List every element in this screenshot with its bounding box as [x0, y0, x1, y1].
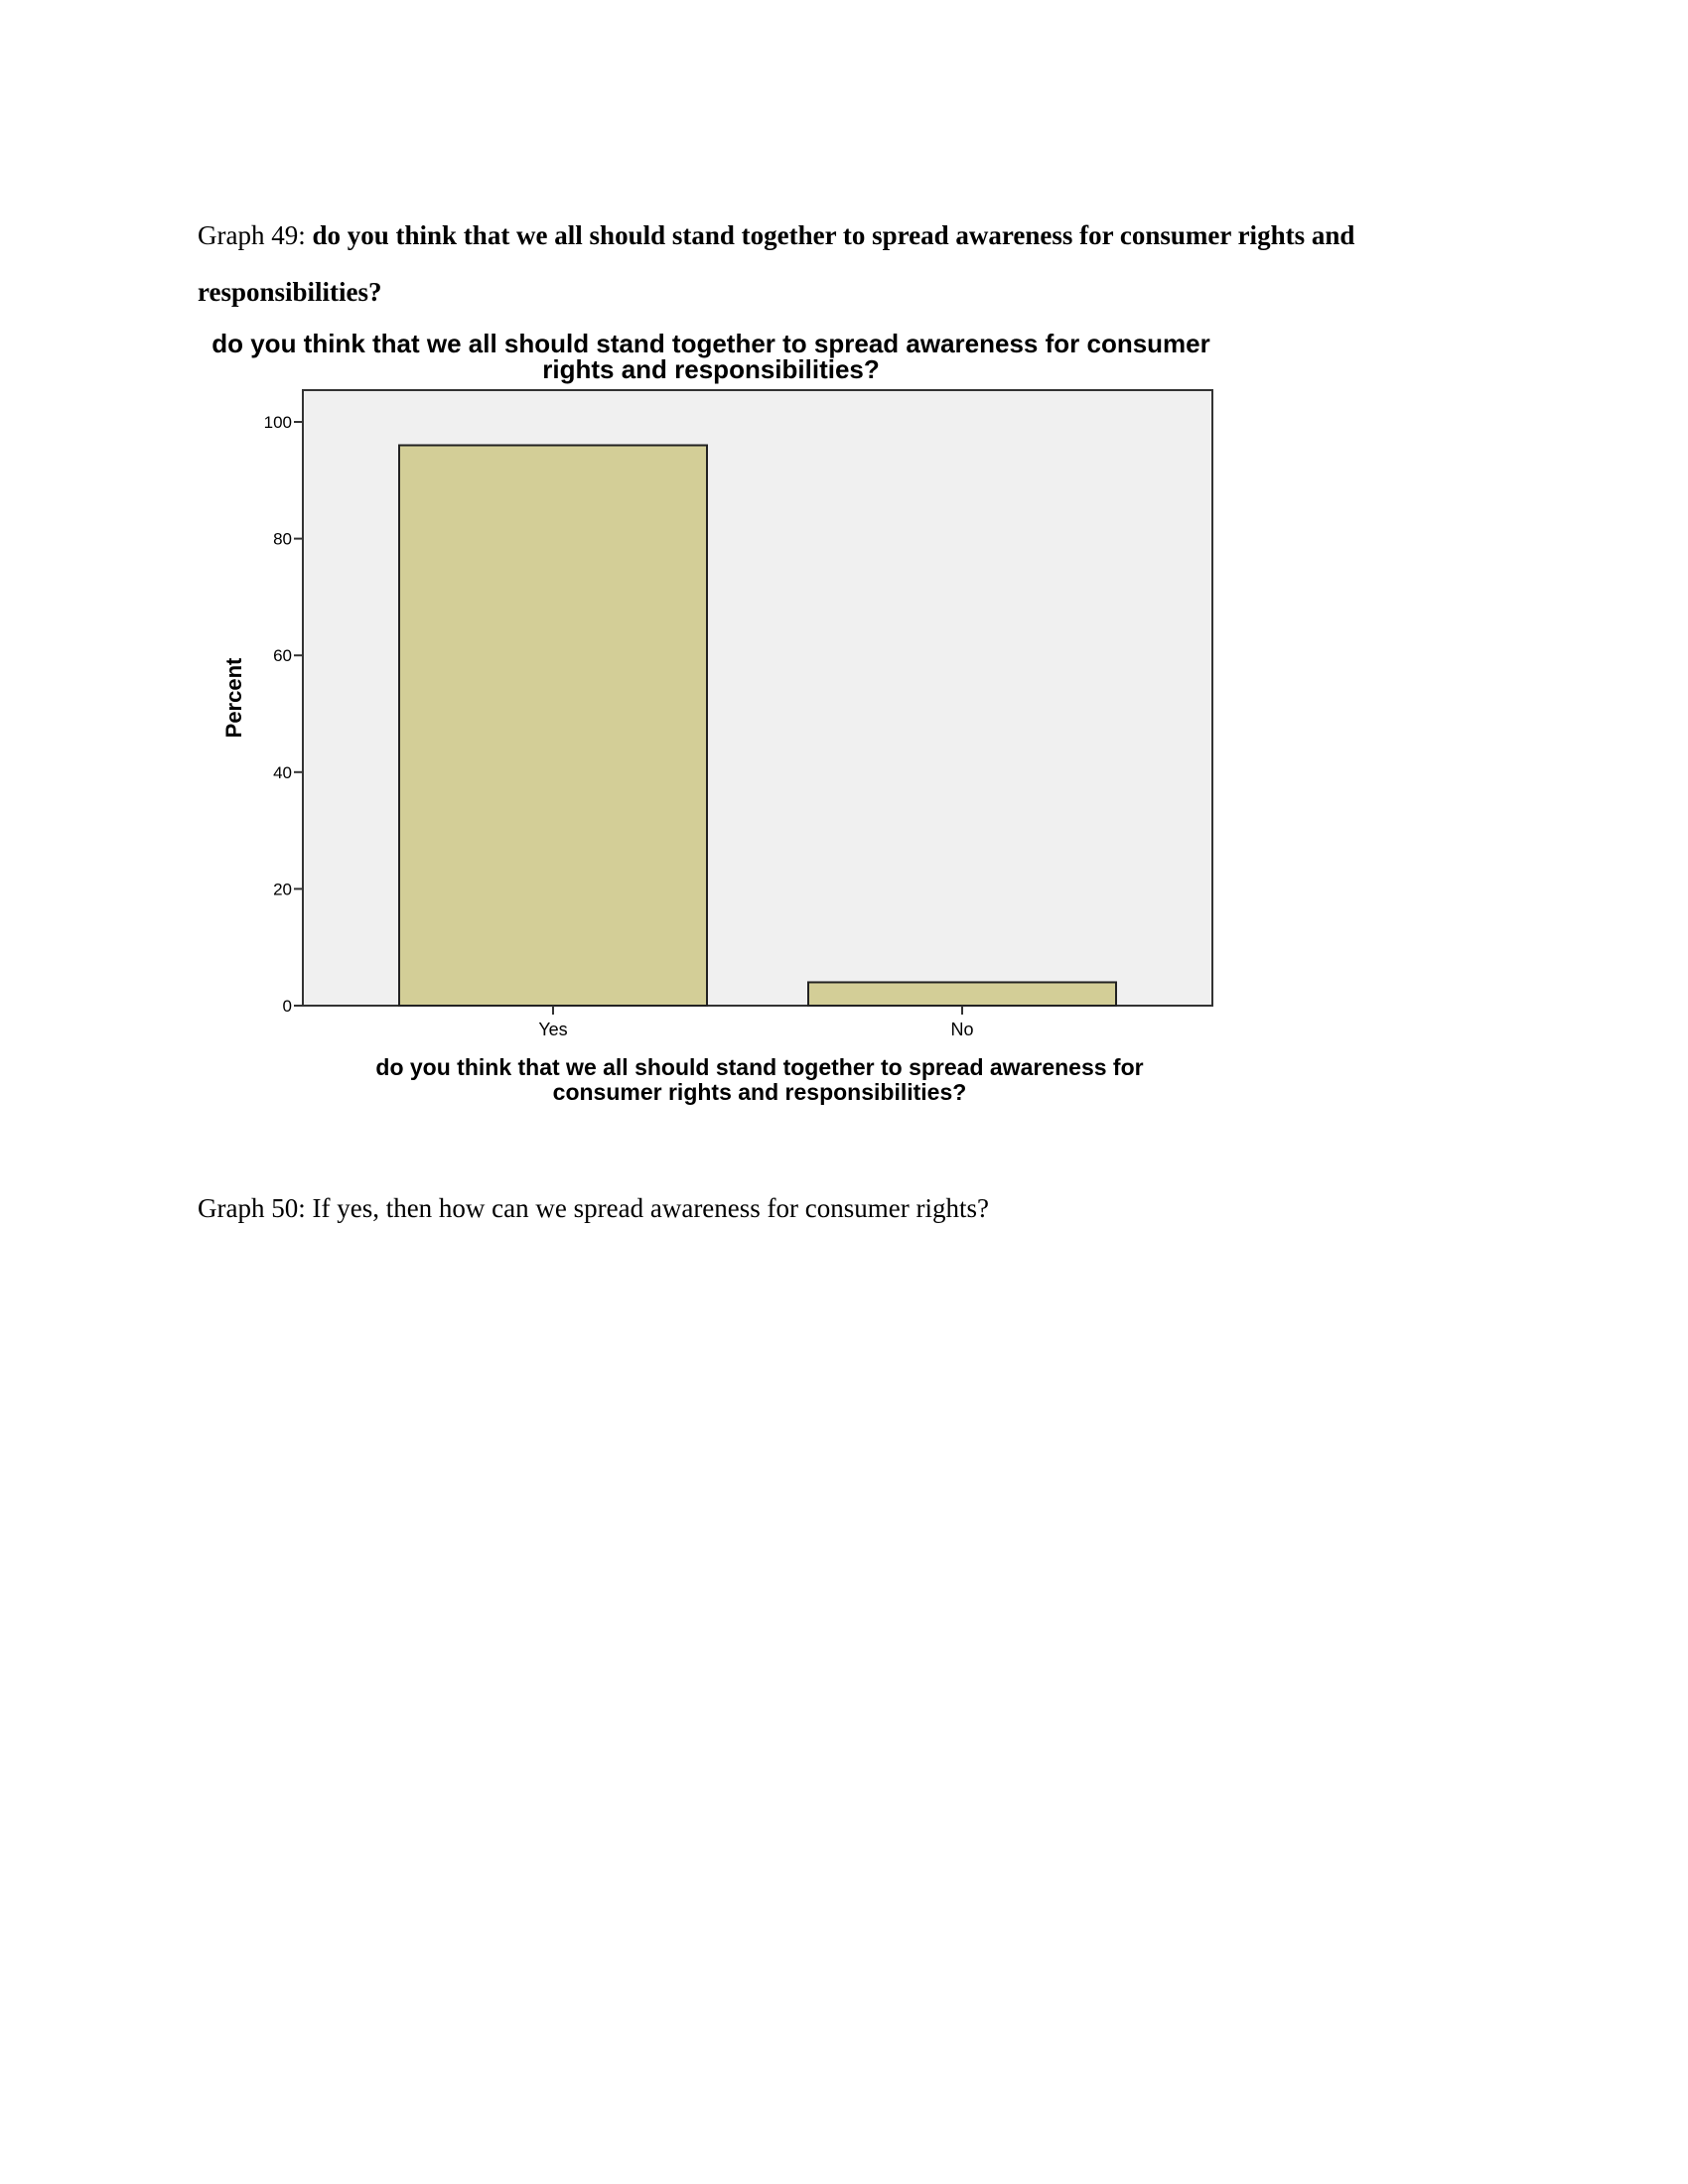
bar-no — [808, 982, 1116, 1006]
chart-title-line2: rights and responsibilities? — [542, 354, 880, 384]
graph-50-caption: Graph 50: If yes, then how can we spread awareness for consumer rights? — [198, 1193, 989, 1223]
bar-yes — [399, 446, 707, 1006]
x-tick-label: No — [950, 1020, 974, 1039]
y-tick-label: 0 — [282, 997, 292, 1016]
x-tick-label: Yes — [538, 1020, 568, 1039]
y-tick-label: 100 — [263, 413, 292, 432]
x-axis-title-line1: do you think that we all should stand together to spread awareness for — [375, 1054, 1144, 1080]
y-axis-label: Percent — [221, 657, 246, 739]
x-axis — [538, 1006, 973, 1039]
y-tick-label: 80 — [273, 529, 292, 549]
chart-title — [211, 329, 1210, 384]
y-tick-label: 60 — [273, 646, 292, 666]
y-tick-label: 20 — [273, 880, 292, 899]
graph-49-label: Graph 49: — [198, 220, 313, 250]
chart-title-line1: do you think that we all should stand together to spread awareness for consumer — [211, 329, 1210, 358]
y-tick-label: 40 — [273, 762, 292, 782]
x-axis-title-line2: consumer rights and responsibilities? — [552, 1079, 967, 1105]
graph-49-title-line2: responsibilities? — [198, 277, 382, 307]
x-axis-title — [375, 1054, 1143, 1105]
graph-49-title-line1: do you think that we all should stand together to spread awareness for consumer rights and — [312, 220, 1355, 250]
y-axis — [264, 413, 303, 1016]
